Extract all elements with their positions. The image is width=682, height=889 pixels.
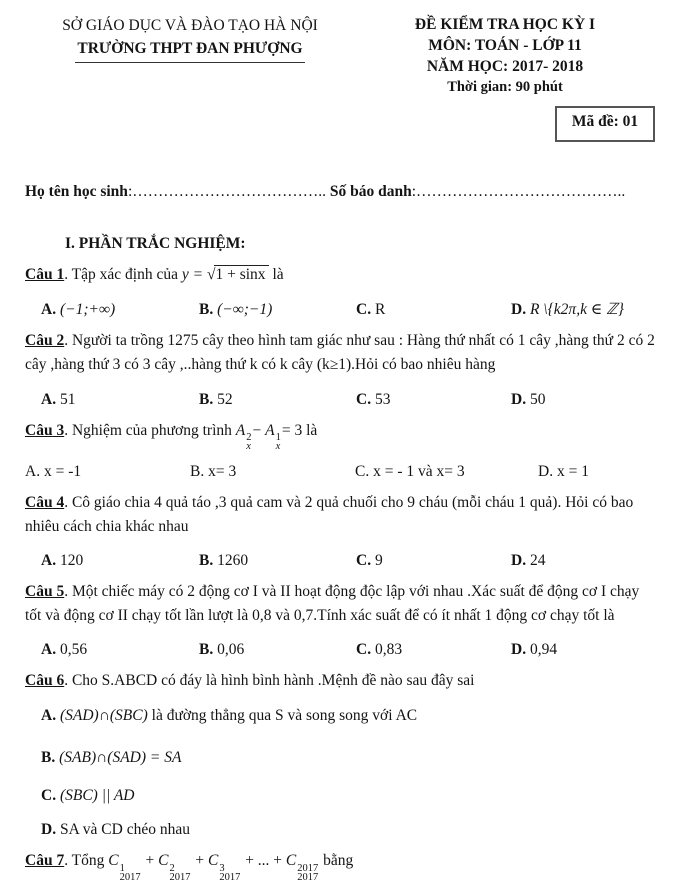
question-4: [25, 491, 655, 573]
option-value: 1260: [217, 552, 249, 570]
question-2-body: . Người ta trồng 1275 cây theo hình tam giác như sau : Hàng thứ nhất có 1 cây ,hàng thứ 2 có 2 cây ,hàng thứ 3 có 3 cây ,..hàng thứ k có k cây (k≥1).Hỏi có bao nhiêu hàng: [25, 332, 655, 373]
option-math: (SBC) || AD: [59, 787, 135, 805]
option-c: [356, 638, 511, 662]
option-value: x = - 1 và x= 3: [373, 463, 465, 481]
option-b: [199, 549, 356, 573]
question-7-post: bằng: [319, 852, 354, 870]
option-letter: A.: [41, 641, 57, 659]
combination-scripts: [297, 864, 318, 882]
option-value: x= 3: [208, 463, 237, 481]
superscript: 2: [246, 432, 252, 444]
question-6-label: Câu 6: [25, 672, 65, 690]
question-1: [25, 263, 655, 322]
department-name: SỞ GIÁO DỤC VÀ ĐÀO TẠO HÀ NỘI: [62, 17, 318, 34]
option-letter: D.: [41, 821, 57, 839]
header-left-block: [25, 14, 355, 63]
student-info-line: [25, 180, 655, 204]
question-4-body: . Cô giáo chia 4 quả táo ,3 quả cam và 2 quả chuối cho 9 cháu (mỗi cháu 1 quả). Hỏi có bao nhiêu cách chia khác nhau: [25, 494, 634, 536]
question-2-options: [25, 388, 655, 412]
question-2: [25, 329, 655, 412]
question-5-options: [25, 638, 655, 662]
question-3-post: là: [302, 422, 318, 439]
option-d: [511, 549, 655, 573]
radical-icon: √: [206, 266, 216, 283]
option-value: 51: [59, 391, 76, 408]
question-1-options: [25, 298, 655, 322]
option-value: 0,56: [59, 641, 88, 659]
permutation-symbol: A: [235, 422, 246, 439]
combination-symbol: C: [108, 852, 119, 870]
option-math: (SAD)∩(SBC): [59, 707, 148, 725]
option-letter: D.: [511, 301, 527, 318]
exam-duration: Thời gian: 90 phút: [447, 79, 563, 95]
option-a: [41, 388, 199, 412]
option-value: (−∞;−1): [217, 301, 273, 318]
option-a: [25, 460, 190, 484]
option-letter: B.: [199, 301, 214, 318]
option-value: R \{k2π,k ∈ ℤ}: [529, 301, 624, 318]
option-letter: D.: [538, 463, 554, 481]
plus-sign: +: [141, 852, 159, 870]
section-title: I. PHẦN TRẮC NGHIỆM:: [65, 235, 246, 252]
question-5: [25, 580, 655, 662]
question-3-pre: . Nghiệm của phương trình: [64, 422, 236, 439]
option-value: (−1;+∞): [59, 301, 116, 318]
option-value: 50: [529, 391, 546, 408]
option-value: 120: [59, 552, 84, 570]
option-letter: C.: [356, 641, 372, 659]
question-1-text: [25, 263, 655, 287]
subscript: x: [275, 441, 281, 453]
option-value: 0,06: [217, 641, 245, 659]
superscript: 1: [275, 432, 281, 444]
option-c: [355, 460, 538, 484]
exam-school-year: NĂM HỌC: 2017- 2018: [426, 58, 584, 75]
question-3-label: Câu 3: [25, 422, 65, 439]
plus-sign: +: [191, 852, 208, 870]
subscript: x: [246, 441, 251, 453]
question-1-pre: . Tập xác định của: [64, 266, 182, 283]
student-name-label: Họ tên học sinh: [25, 183, 128, 200]
minus-sign: −: [252, 422, 266, 439]
option-d: [511, 388, 655, 412]
exam-subject: MÔN: TOÁN - LỚP 11: [428, 37, 582, 54]
option-letter: C.: [355, 463, 370, 481]
option-letter: A.: [41, 391, 57, 408]
option-letter: B.: [41, 749, 56, 767]
ellipsis-plus: + ... +: [241, 852, 286, 870]
option-letter: D.: [511, 641, 527, 659]
subscript: 2017: [219, 871, 241, 883]
option-letter: B.: [199, 552, 214, 570]
option-letter: C.: [356, 391, 372, 408]
option-value: 24: [529, 552, 546, 570]
option-value: 0,94: [529, 641, 558, 659]
question-4-options: [25, 549, 655, 573]
option-b: [199, 298, 356, 322]
option-letter: A.: [41, 707, 57, 725]
subscript: 2017: [297, 871, 319, 883]
combination-symbol: C: [285, 852, 297, 870]
question-2-text: [25, 329, 655, 377]
question-7-label: Câu 7: [25, 852, 65, 870]
student-name-dotted-field: :………………………………..: [127, 183, 326, 200]
option-b: [25, 746, 655, 770]
option-text: SA và CD chéo nhau: [59, 821, 190, 839]
option-a: [41, 638, 199, 662]
school-name: TRƯỜNG THPT ĐAN PHƯỢNG: [75, 37, 304, 63]
option-value: R: [374, 301, 386, 318]
question-3: [25, 419, 655, 484]
question-6-body: . Cho S.ABCD có đáy là hình bình hành .Mệnh đề nào sau đây sai: [64, 672, 475, 690]
option-value: x = 1: [556, 463, 589, 481]
permutation-scripts: [276, 433, 281, 451]
question-5-text: [25, 580, 655, 628]
option-letter: A.: [41, 552, 57, 570]
question-7: [25, 849, 655, 881]
option-c: [356, 549, 511, 573]
superscript: 1: [119, 862, 125, 874]
option-c: [356, 298, 511, 322]
student-id-dotted-field: :…………………………………..: [411, 183, 626, 200]
option-d: [511, 638, 655, 662]
radicand: 1 + sinx: [214, 265, 268, 283]
question-4-text: [25, 491, 655, 539]
option-text: là đường thẳng qua S và song song với AC: [147, 707, 418, 725]
document-header: [25, 14, 655, 98]
combination-symbol: C: [158, 852, 169, 870]
option-value: 0,83: [374, 641, 403, 659]
equation-rhs: = 3: [281, 422, 303, 439]
option-d: [538, 460, 655, 484]
option-d: [25, 818, 655, 842]
header-right-block: [355, 14, 655, 98]
permutation-scripts: [246, 433, 251, 451]
exam-code: Mã đề: 01: [571, 113, 639, 130]
math-function: y =: [181, 266, 207, 283]
question-1-label: Câu 1: [25, 266, 65, 283]
option-value: 52: [217, 391, 233, 408]
option-letter: D.: [511, 552, 527, 570]
superscript: 2: [169, 862, 175, 874]
option-c: [25, 784, 655, 808]
exam-code-box: [555, 106, 655, 142]
option-value: x = -1: [43, 463, 82, 481]
option-letter: D.: [511, 391, 527, 408]
question-7-pre: . Tổng: [64, 852, 109, 870]
question-3-options: [25, 460, 655, 484]
question-6: [25, 669, 655, 842]
question-7-text: [25, 849, 655, 881]
combination-scripts: [120, 864, 141, 882]
option-b: [199, 638, 356, 662]
option-letter: B.: [199, 641, 214, 659]
option-letter: C.: [41, 787, 57, 805]
option-d: [511, 298, 655, 322]
option-a: [41, 298, 199, 322]
question-6-text: [25, 669, 655, 693]
combination-scripts: [219, 864, 240, 882]
question-1-post: là: [268, 266, 284, 283]
subscript: 2017: [169, 871, 191, 883]
superscript: 3: [219, 862, 225, 874]
permutation-symbol: A: [265, 422, 275, 439]
combination-symbol: C: [207, 852, 219, 870]
option-value: 53: [374, 391, 391, 408]
option-c: [356, 388, 511, 412]
option-math: (SAB)∩(SAD) = SA: [59, 749, 182, 767]
option-letter: B.: [190, 463, 205, 481]
question-3-text: [25, 419, 655, 451]
option-letter: C.: [356, 552, 372, 570]
option-letter: A.: [25, 463, 41, 481]
option-a: [25, 704, 655, 728]
combination-scripts: [169, 864, 190, 882]
option-b: [199, 388, 356, 412]
question-5-body: . Một chiếc máy có 2 động cơ I và II hoạt động độc lập với nhau .Xác suất để động cơ I chạy tốt và động cơ II chạy tốt lần lượt là 0,8 và 0,7.Tính xác suất để có ít nhất 1 động cơ chạy tốt là: [25, 583, 640, 625]
superscript: 2017: [297, 862, 319, 874]
option-letter: A.: [41, 301, 57, 318]
option-letter: B.: [199, 391, 214, 408]
question-4-label: Câu 4: [25, 494, 65, 512]
question-2-label: Câu 2: [25, 332, 65, 349]
question-5-label: Câu 5: [25, 583, 65, 601]
subscript: 2017: [119, 871, 141, 883]
option-letter: C.: [356, 301, 372, 318]
option-a: [41, 549, 199, 573]
exam-title: ĐỀ KIỂM TRA HỌC KỲ I: [414, 16, 596, 33]
student-id-label: Số báo danh: [329, 183, 412, 200]
option-b: [190, 460, 355, 484]
option-value: 9: [374, 552, 383, 570]
